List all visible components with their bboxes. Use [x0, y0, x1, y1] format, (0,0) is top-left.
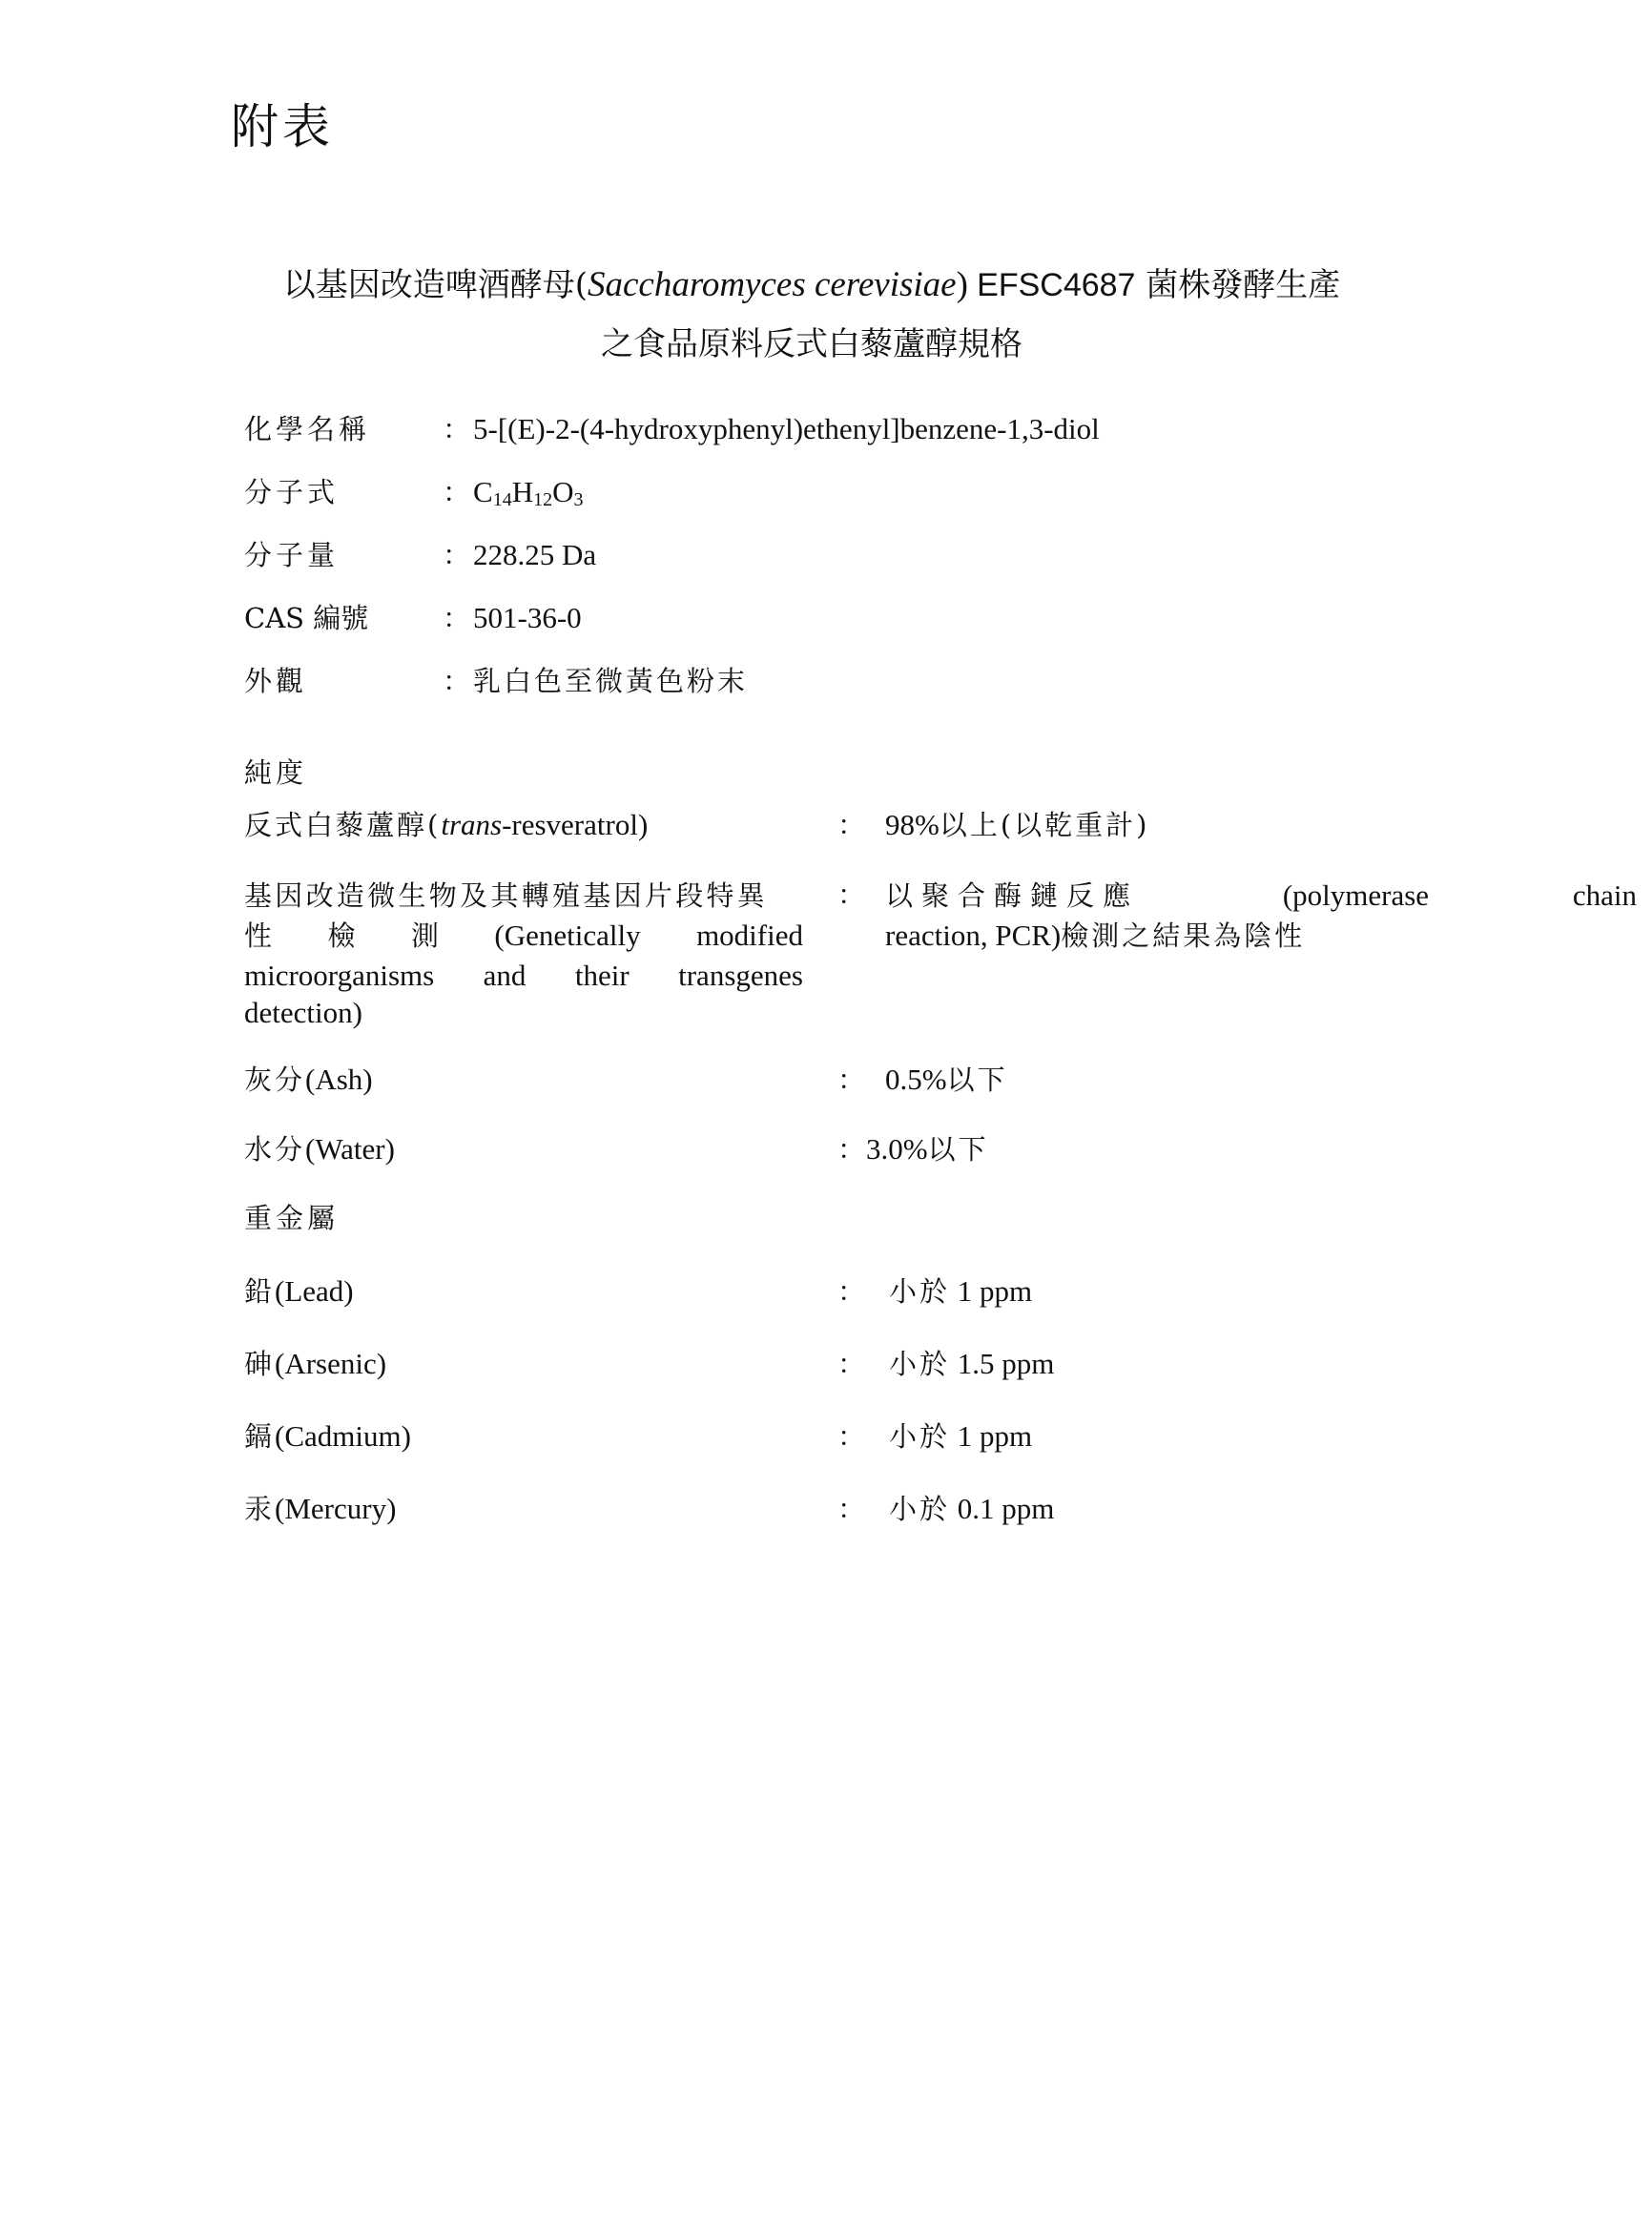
spec-name-latin: -resveratrol) — [502, 808, 649, 841]
basic-info — [244, 410, 1389, 725]
cas-value: 501-36-0 — [473, 601, 582, 634]
info-molecular-mass — [244, 536, 1389, 599]
info-cas-number — [244, 599, 1389, 662]
gmo-name-line — [244, 876, 803, 916]
chemical-name-value: 5-[(E)-2-(4-hydroxyphenyl)ethenyl]benzene-1,3-diol — [473, 412, 1100, 445]
gmo-name-word: detection) — [244, 996, 362, 1029]
colon: ： — [837, 1133, 866, 1166]
gmo-name-word: modified — [696, 919, 803, 952]
spec-value-number: 1.5 ppm — [950, 1347, 1055, 1380]
colon: ： — [443, 413, 474, 445]
info-label: 外觀 — [244, 665, 308, 697]
gmo-value-line — [885, 916, 1637, 956]
spec-value — [889, 1490, 1652, 1528]
gmo-name-line — [244, 956, 803, 996]
formula-subscript: 14 — [492, 489, 512, 510]
colon: ： — [443, 665, 474, 697]
gmo-name-word: their — [574, 959, 630, 992]
spec-name-cjk: 反式白藜蘆醇( — [244, 809, 442, 841]
title-species: Saccharomyces cerevisiae — [587, 265, 957, 304]
gmo-name-word: (Genetically — [494, 919, 641, 952]
info-value — [443, 410, 1100, 448]
spec-value — [889, 1345, 1652, 1383]
spec-value-number: 1 ppm — [950, 1419, 1033, 1453]
spec-value — [889, 1272, 1652, 1311]
spec-value — [885, 876, 1637, 956]
spec-value — [885, 1061, 1648, 1099]
spec-name — [244, 1417, 803, 1456]
gmo-value-line — [885, 876, 1637, 916]
gmo-value-word: (polymerase — [1282, 878, 1430, 912]
spec-value-text: 以上(以乾重計) — [939, 809, 1150, 841]
info-value — [443, 662, 748, 700]
spec-name-latin: (Cadmium) — [275, 1419, 411, 1453]
title-text-b: ) — [956, 265, 978, 304]
spec-name-latin: (Ash) — [305, 1063, 373, 1096]
gmo-value-word: chain — [1572, 878, 1637, 912]
spec-value — [889, 1417, 1652, 1456]
spec-value-text: 以下 — [927, 1133, 989, 1166]
spec-name-cjk: 鉛 — [244, 1275, 276, 1308]
gmo-value-word: reaction, PCR) — [885, 919, 1062, 952]
info-value — [443, 599, 582, 637]
colon: ： — [443, 539, 474, 571]
spec-name-latin: (Arsenic) — [275, 1347, 387, 1380]
spec-value-text: 小於 — [889, 1420, 951, 1453]
title-line-2: 之食品原料反式白藜蘆醇規格 — [601, 325, 1022, 363]
spec-name — [244, 1061, 803, 1099]
info-label: 分子量 — [244, 539, 340, 571]
spec-value-number: 0.5% — [885, 1063, 947, 1096]
gmo-name-text: 基因改造微生物及其轉殖基因片段特異 — [244, 879, 769, 912]
colon: ： — [837, 878, 866, 911]
info-chemical-name — [244, 410, 1389, 473]
spec-name-cjk: 鎘 — [244, 1420, 276, 1453]
spec-value-text: 小於 — [889, 1275, 951, 1308]
spec-value-text: 小於 — [889, 1493, 951, 1525]
spec-name-latin: (Lead) — [275, 1274, 354, 1308]
page-label: 附表 — [231, 99, 334, 155]
formula-element: C — [473, 475, 493, 508]
gmo-name-line — [244, 996, 803, 1034]
colon: ： — [837, 1275, 866, 1308]
gmo-name-line — [244, 916, 803, 956]
mass-value: 228.25 Da — [473, 538, 597, 571]
info-value — [443, 536, 596, 574]
spec-name-cjk: 水分 — [244, 1133, 306, 1166]
gmo-name-word: microorganisms — [244, 959, 435, 992]
title-text-a: 以基因改造啤酒酵母( — [282, 266, 588, 304]
gmo-name-word: and — [483, 959, 527, 992]
spec-name-latin: (Mercury) — [275, 1492, 397, 1525]
formula-subscript: 12 — [533, 489, 553, 510]
title-strain: EFSC4687 — [977, 267, 1136, 303]
spec-name — [244, 876, 803, 1034]
formula-subscript: 3 — [573, 489, 584, 510]
colon: ： — [837, 1064, 866, 1096]
spec-value-text: 以下 — [946, 1064, 1008, 1096]
formula-element: H — [511, 475, 534, 508]
colon: ： — [837, 1420, 866, 1453]
title-text-c: 菌株發酵生產 — [1135, 266, 1341, 304]
spec-value-number: 1 ppm — [950, 1274, 1033, 1308]
spec-value-number: 0.1 ppm — [950, 1492, 1055, 1525]
spec-value-number: 98% — [885, 808, 940, 841]
formula-element: O — [552, 475, 574, 508]
colon: ： — [443, 602, 474, 634]
gmo-name-word: 測 — [410, 919, 439, 952]
info-label: 化學名稱 — [244, 413, 371, 445]
spec-value-number: 3.0% — [866, 1132, 928, 1166]
spec-name-italic: trans — [441, 808, 503, 841]
colon: ： — [837, 1348, 866, 1380]
heavy-metals-heading: 重金屬 — [244, 1202, 340, 1234]
spec-name-cjk: 汞 — [244, 1493, 276, 1525]
spec-name — [244, 1490, 803, 1528]
document-title — [229, 256, 1394, 374]
info-label: 分子式 — [244, 476, 340, 508]
spec-value — [885, 806, 1648, 844]
colon: ： — [837, 1493, 866, 1525]
purity-heading: 純度 — [244, 756, 308, 789]
spec-name — [244, 1272, 803, 1311]
spec-name — [244, 1345, 803, 1383]
gmo-name-word: 性 — [244, 919, 273, 952]
colon: ： — [443, 476, 474, 508]
spec-name-cjk: 灰分 — [244, 1064, 306, 1096]
colon: ： — [837, 809, 866, 841]
spec-value-text: 小於 — [889, 1348, 951, 1380]
spec-name-latin: (Water) — [305, 1132, 395, 1166]
spec-name-cjk: 砷 — [244, 1348, 276, 1380]
spec-value — [866, 1130, 1629, 1168]
info-formula — [244, 473, 1389, 536]
info-label: CAS 編號 — [244, 602, 369, 634]
info-appearance — [244, 662, 1389, 725]
gmo-value-text: 以聚合酶鏈反應 — [885, 879, 1140, 912]
appearance-value: 乳白色至微黃色粉末 — [473, 665, 749, 697]
gmo-name-word: 檢 — [327, 919, 356, 952]
gmo-value-text: 檢測之結果為陰性 — [1061, 919, 1306, 952]
title-line-1 — [229, 256, 1394, 315]
info-value — [443, 473, 583, 511]
spec-name — [244, 806, 803, 844]
spec-name — [244, 1130, 803, 1168]
gmo-name-word: transgenes — [678, 959, 803, 992]
